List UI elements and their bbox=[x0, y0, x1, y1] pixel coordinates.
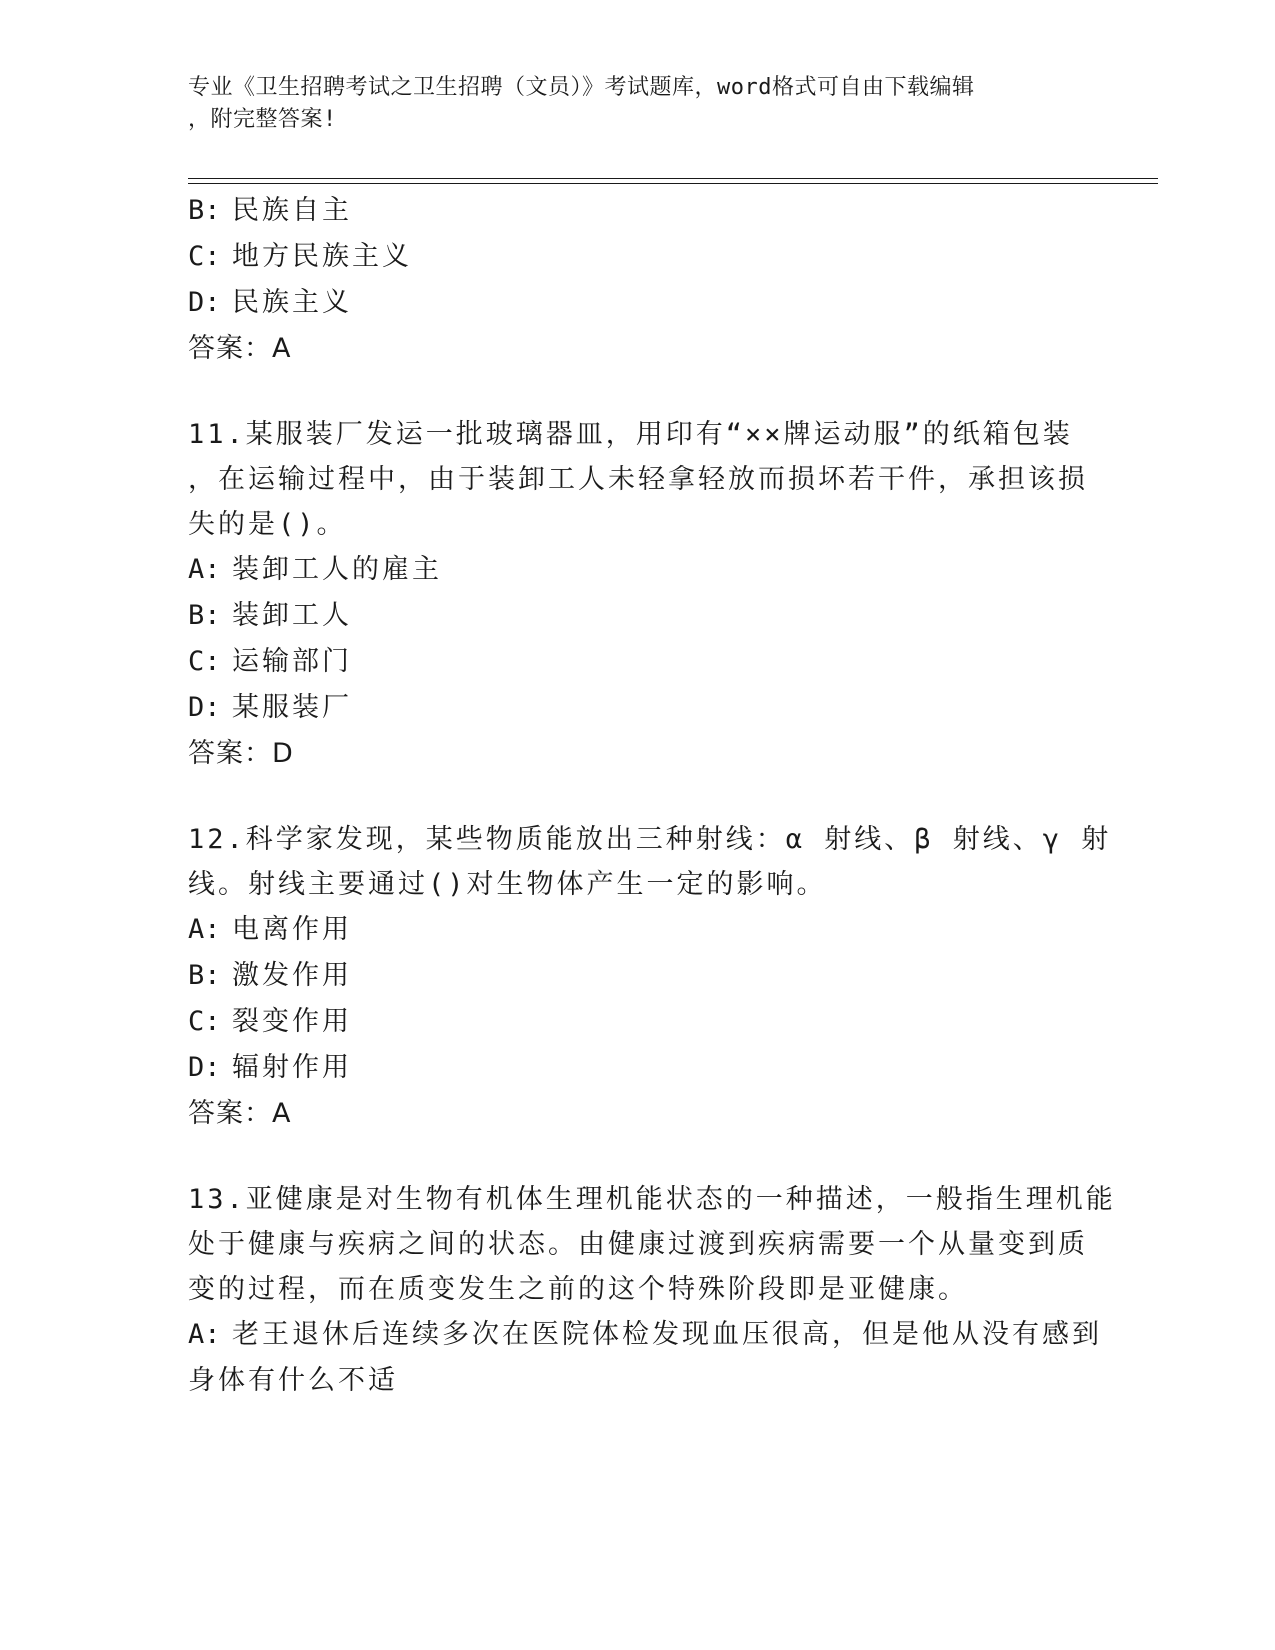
answer: 答案：A bbox=[188, 1098, 292, 1129]
spacer bbox=[188, 372, 1088, 412]
stem-line: ，在运输过程中，由于装卸工人未轻拿轻放而损坏若干件，承担该损 bbox=[188, 464, 1088, 495]
header-line-1: 专业《卫生招聘考试之卫生招聘（文员）》考试题库，word格式可自由下载编辑 bbox=[188, 75, 975, 100]
question-stem bbox=[188, 817, 1112, 907]
answer: 答案：D bbox=[188, 738, 294, 769]
stem-line: 线。射线主要通过()对生物体产生一定的影响。 bbox=[188, 869, 827, 900]
question-stem bbox=[188, 1177, 1116, 1312]
question-stem bbox=[188, 412, 1088, 547]
option-c: C: 运输部门 bbox=[188, 646, 352, 677]
option-b: B: 激发作用 bbox=[188, 960, 352, 991]
stem-line: 11.某服装厂发运一批玻璃器皿，用印有“××牌运动服”的纸箱包装 bbox=[188, 419, 1073, 450]
option-c: C: 裂变作用 bbox=[188, 1006, 352, 1037]
header-rule-top bbox=[188, 178, 1158, 179]
stem-line: 处于健康与疾病之间的状态。由健康过渡到疾病需要一个从量变到质 bbox=[188, 1229, 1088, 1260]
option-c: C: 地方民族主义 bbox=[188, 241, 412, 272]
stem-line: 失的是()。 bbox=[188, 509, 347, 540]
question-11 bbox=[188, 412, 1088, 777]
stem-line: 变的过程，而在质变发生之前的这个特殊阶段即是亚健康。 bbox=[188, 1274, 968, 1305]
option-a: A: 老王退休后连续多次在医院体检发现血压很高，但是他从没有感到 bbox=[188, 1319, 1102, 1350]
option-b: B: 民族自主 bbox=[188, 195, 352, 226]
option-d: D: 某服装厂 bbox=[188, 692, 352, 723]
option-a: A: 装卸工人的雇主 bbox=[188, 554, 442, 585]
question-10 bbox=[188, 188, 1088, 372]
header-line-2: ，附完整答案! bbox=[188, 107, 337, 132]
question-13 bbox=[188, 1177, 1116, 1404]
stem-line: 13.亚健康是对生物有机体生理机能状态的一种描述，一般指生理机能 bbox=[188, 1184, 1116, 1215]
option-d: D: 辐射作用 bbox=[188, 1052, 352, 1083]
answer: 答案：A bbox=[188, 333, 292, 364]
option-a: A: 电离作用 bbox=[188, 914, 352, 945]
option-b: B: 装卸工人 bbox=[188, 600, 352, 631]
stem-line: 12.科学家发现，某些物质能放出三种射线：α 射线、β 射线、γ 射 bbox=[188, 824, 1112, 855]
option-a-continuation: 身体有什么不适 bbox=[188, 1365, 398, 1396]
spacer bbox=[188, 777, 1088, 817]
spacer bbox=[188, 1137, 1088, 1177]
question-12 bbox=[188, 817, 1112, 1137]
option-d: D: 民族主义 bbox=[188, 287, 352, 318]
header-rule-bottom bbox=[188, 183, 1158, 184]
question-content bbox=[188, 188, 1116, 1404]
page-header bbox=[188, 72, 1068, 136]
